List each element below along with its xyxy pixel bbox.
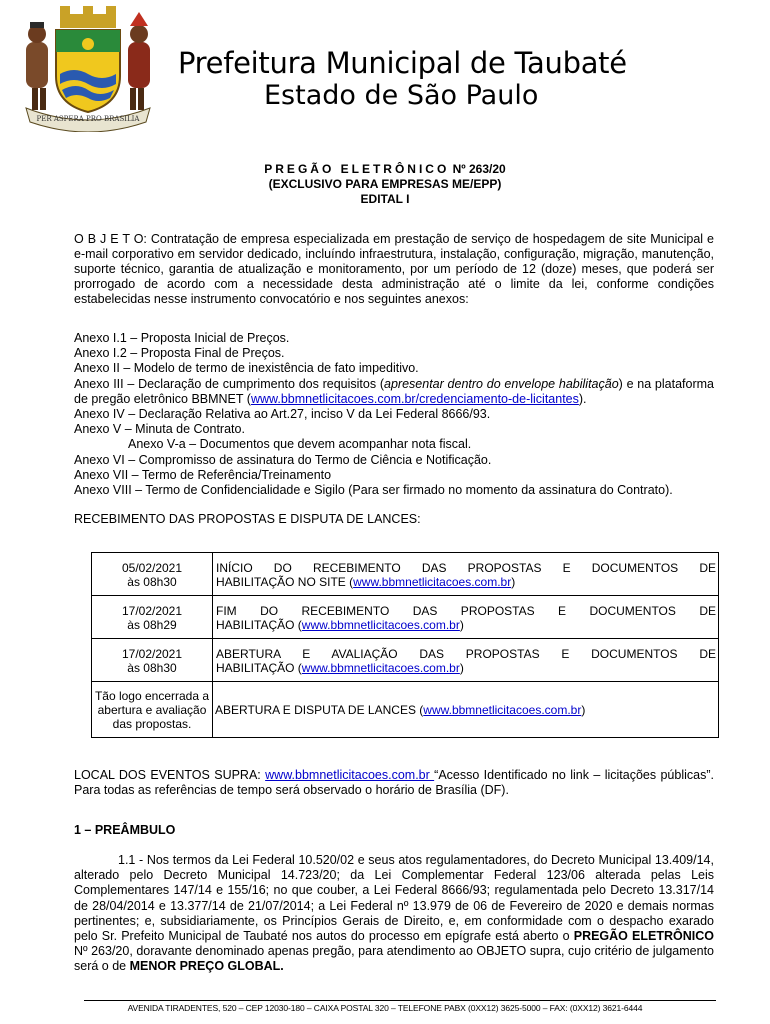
bbmnet-link[interactable]: www.bbmnetlicitacoes.com.br — [265, 768, 435, 782]
credenciamento-link[interactable]: www.bbmnetlicitacoes.com.br/credenciamento-de-licitantes — [250, 391, 579, 406]
crest-shield — [56, 30, 120, 112]
schedule-desc-cell — [213, 682, 719, 738]
anexo-text: Anexo III – Declaração de cumprimento dos requisitos ( — [74, 376, 385, 391]
schedule-desc: INÍCIO DO RECEBIMENTO DAS PROPOSTAS E DOCUMENTOS DE — [216, 561, 716, 575]
page-subtitle: Estado de São Paulo — [264, 80, 539, 111]
anexo-item — [74, 377, 714, 407]
schedule-time: às 08h30 — [127, 661, 177, 675]
footer-divider — [84, 1000, 716, 1001]
section-title: 1 – PREÂMBULO — [74, 823, 176, 837]
schedule-date: 17/02/2021 — [121, 604, 183, 618]
schedule-desc: ABERTURA E AVALIAÇÃO DAS PROPOSTAS E DOCUMENTOS DE — [216, 647, 716, 661]
schedule-desc: FIM DO RECEBIMENTO DAS PROPOSTAS E DOCUMENTOS DE — [216, 604, 716, 618]
preambulo-paragraph — [74, 853, 714, 975]
bbmnet-link[interactable]: www.bbmnetlicitacoes.com.br — [353, 575, 512, 589]
schedule-desc-cell — [213, 596, 719, 639]
schedule-desc: ) — [459, 661, 464, 675]
edital-label: EDITAL I — [360, 192, 410, 206]
objeto-text: Contratação de empresa especializada em prestação de serviço de hospedagem de site Municipal e e-mail corporativo em servidor dedicado, incluíndo infraestrutura, instalação, configuração, migração, manutenção, suporte técnico, garantia de atualização e monitoramento, por um período de 12 (doze) meses, que poderá ser prorrogado de acordo com a necessidade desta administração até o limite da lei, conforme condições estabelecidas nesse instrumento convocatório e nos seguintes anexos: — [74, 232, 714, 306]
page-title: Prefeitura Municipal de Taubaté — [178, 46, 627, 80]
schedule-desc: HABILITAÇÃO NO SITE ( — [216, 575, 354, 589]
table-row — [92, 596, 719, 639]
objeto-paragraph — [74, 232, 714, 307]
schedule-date-cell — [92, 596, 213, 639]
municipal-crest-logo — [18, 4, 158, 132]
schedule-desc: ) — [459, 618, 464, 632]
edital-type: PREGÃO ELETRÔNICO — [264, 162, 450, 176]
local-eventos-paragraph — [74, 768, 714, 798]
schedule-desc: HABILITAÇÃO ( — [216, 618, 302, 632]
anexo-italic-note: apresentar dentro do envelope habilitação — [384, 376, 619, 391]
edital-exclusive-note: (EXCLUSIVO PARA EMPRESAS ME/EPP) — [268, 177, 502, 191]
edital-heading — [0, 162, 770, 207]
preambulo-text: Nº 263/20, doravante denominado apenas pregão, para atendimento ao OBJETO supra, cujo critério de julgamento será o de — [74, 944, 714, 974]
anexos-list — [74, 331, 714, 498]
recebimento-title: RECEBIMENTO DAS PROPOSTAS E DISPUTA DE LANCES: — [74, 512, 421, 526]
anexo-item: Anexo VII – Termo de Referência/Treinamento — [74, 467, 332, 482]
schedule-desc-cell — [213, 639, 719, 682]
schedule-desc: HABILITAÇÃO ( — [216, 661, 302, 675]
anexo-item: Anexo VI – Compromisso de assinatura do Termo de Ciência e Notificação. — [74, 452, 492, 467]
bbmnet-link[interactable]: www.bbmnetlicitacoes.com.br — [423, 702, 582, 717]
schedule-desc: ABERTURA E DISPUTA DE LANCES ( — [215, 702, 424, 717]
local-label: LOCAL DOS EVENTOS SUPRA: — [74, 768, 266, 782]
anexo-item: Anexo V – Minuta de Contrato. — [74, 422, 245, 437]
local-text: “Acesso Identificado no link – licitações públicas”. Para todas as referências de tempo será observado o horário de Brasília (DF). — [74, 768, 714, 797]
schedule-time: às 08h30 — [127, 575, 177, 589]
schedule-date-cell: Tão logo encerrada a abertura e avaliação das propostas. — [92, 682, 213, 738]
table-row — [92, 682, 719, 738]
crest-crown — [60, 6, 116, 28]
objeto-label: O B J E T O: — [74, 232, 147, 246]
table-row — [92, 553, 719, 596]
bbmnet-link[interactable]: www.bbmnetlicitacoes.com.br — [301, 661, 460, 675]
anexo-item: Anexo VIII – Termo de Confidencialidade e Sigilo (Para ser firmado no momento da assinatura do Contrato). — [74, 483, 673, 498]
schedule-date-cell — [92, 639, 213, 682]
schedule-time: às 08h29 — [127, 618, 177, 632]
schedule-date: 17/02/2021 — [121, 647, 183, 661]
anexo-item: Anexo I.2 – Proposta Final de Preços. — [74, 346, 285, 361]
anexo-item: Anexo V-a – Documentos que devem acompanhar nota fiscal. — [128, 437, 472, 452]
table-row — [92, 639, 719, 682]
preambulo-text: 1.1 - Nos termos da Lei Federal 10.520/02 e seus atos regulamentadores, do Decreto Municipal 13.409/14, alterado pelo Decreto Municipal 14.723/20; da Lei Complementar Federal 123/06 alterada pelas Leis Complementares 147/14 e 155/16; no que couber, a Lei Federal 8666/93; regulamentada pelo Decreto 13.317/14 de 28/04/2014 e 13.377/14 de 21/07/2014; a Lei Federal nº 13.979 de 06 de Fevereiro de 2020 e demais normas pertinentes; e, subsidiariamente, os Princípios Gerais de Direito, e, em conformidade com o despacho exarado pelo Sr. Prefeito Municipal de Taubaté nos autos do processo em epígrafe está aberto o — [74, 853, 714, 944]
anexo-text: ) e na plataforma de pregão eletrônico BBMNET ( — [74, 376, 714, 406]
footer-address: AVENIDA TIRADENTES, 520 – CEP 12030-180 – CAIXA POSTAL 320 – TELEFONE PABX (0XX12) 3625-5000 – FAX: (0XX12) 3621-6444 — [127, 1003, 643, 1013]
schedule-date: 05/02/2021 — [121, 561, 183, 575]
anexo-text: ). — [578, 391, 587, 406]
schedule-desc-cell — [213, 553, 719, 596]
preambulo-bold: MENOR PREÇO GLOBAL. — [129, 959, 284, 974]
schedule-date-cell — [92, 553, 213, 596]
anexo-item: Anexo IV – Declaração Relativa ao Art.27, inciso V da Lei Federal 8666/93. — [74, 407, 491, 422]
preambulo-bold: PREGÃO ELETRÔNICO — [573, 929, 714, 944]
crest-right-figure — [128, 12, 150, 110]
schedule-desc: ) — [581, 702, 586, 717]
crest-motto: PER ASPERA PRO BRASILIA — [36, 115, 140, 123]
schedule-desc: ) — [511, 575, 516, 589]
edital-number: Nº 263/20 — [452, 162, 506, 176]
schedule-table — [91, 552, 719, 738]
crest-left-figure — [26, 22, 48, 110]
anexo-item: Anexo II – Modelo de termo de inexistência de fato impeditivo. — [74, 361, 419, 376]
bbmnet-link[interactable]: www.bbmnetlicitacoes.com.br — [301, 618, 460, 632]
anexo-item: Anexo I.1 – Proposta Inicial de Preços. — [74, 331, 290, 345]
